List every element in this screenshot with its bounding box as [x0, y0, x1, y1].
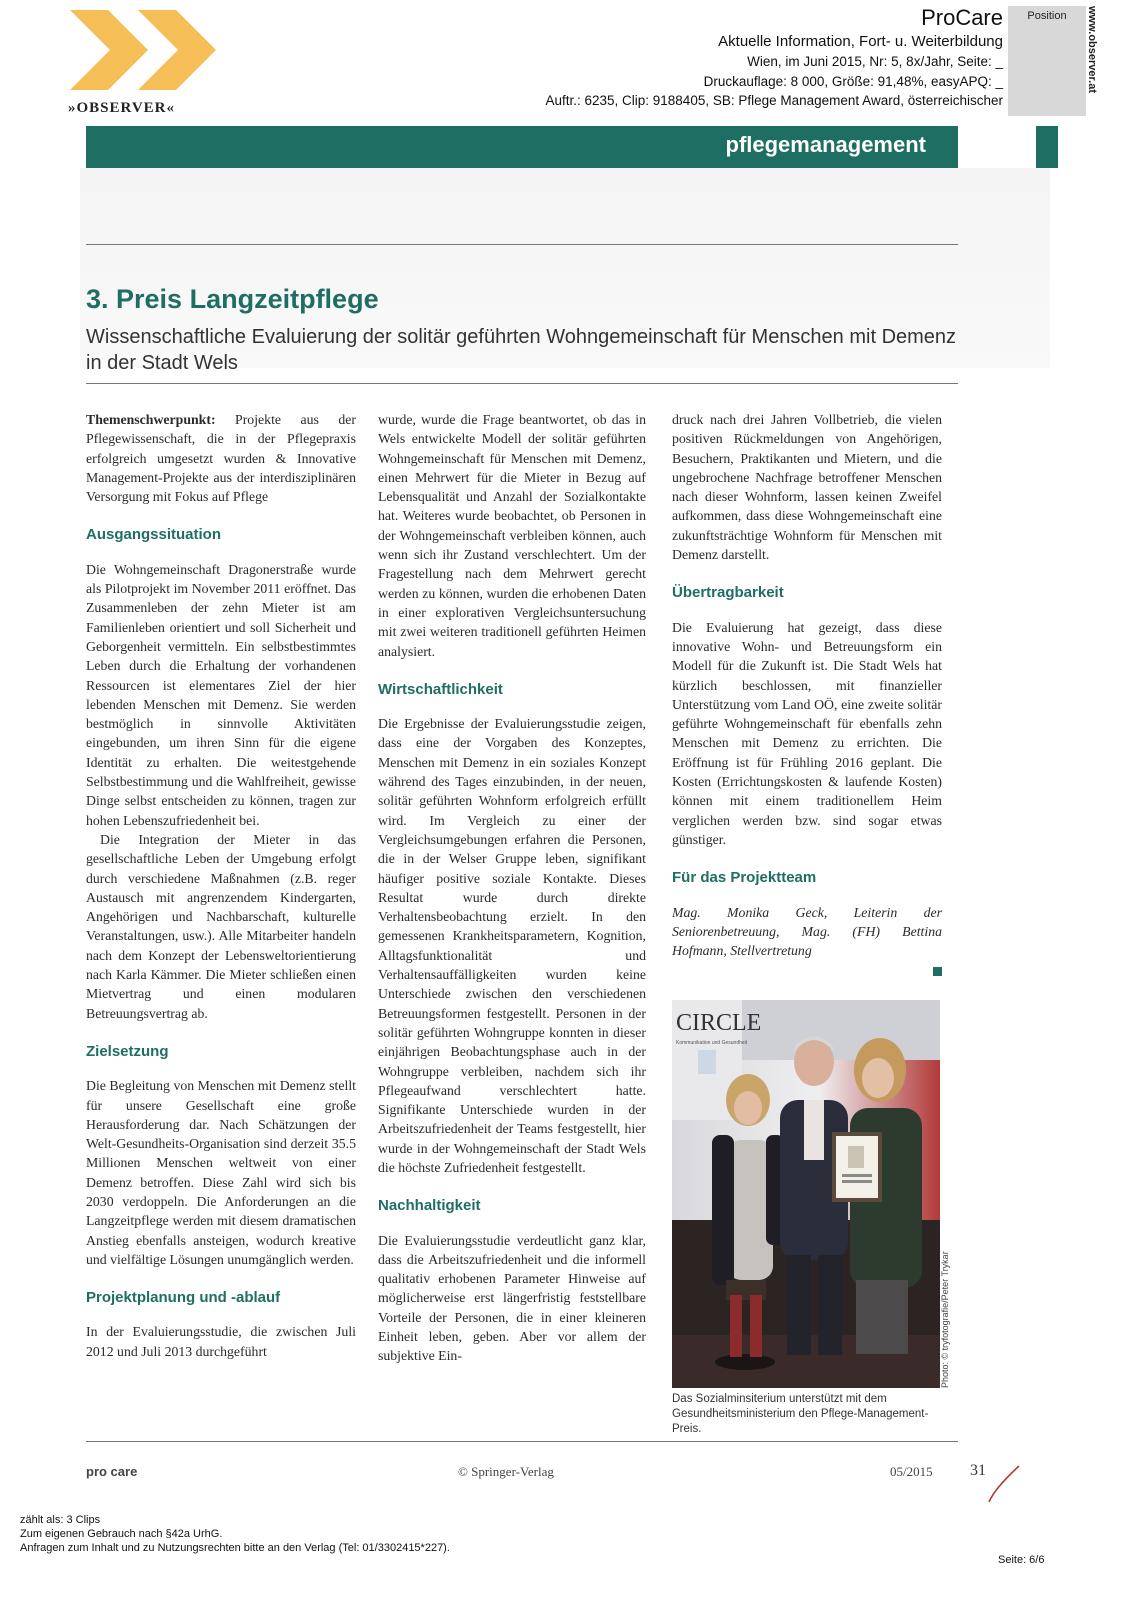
photo-credit-text: Photo: © tryfotografie/Peter Trykar — [940, 1251, 950, 1388]
footer-issue-date: 05/2015 — [890, 1464, 933, 1479]
paragraph-nachhaltigkeit: Die Evaluierungsstudie verdeutlicht ganz klar, dass die Arbeitszufriedenheit und die informell qualitativ erhobenen Parameter Hinweise auf möglicherweise erst längerfristig feststellbare Vorteile der Personen, die in einer kleineren Einheit leben, geben. Aber vor allem der subjektive Ein- — [378, 1232, 646, 1364]
photo-caption: Das Sozialminsiterium unterstützt mit dem Gesundheitsministerium den Pflege-Management-Preis. — [672, 1393, 929, 1435]
section-band-tab — [1036, 126, 1058, 168]
section-title: pflegemanagement — [725, 132, 926, 157]
page-indicator: Seite: 6/6 — [998, 1554, 1045, 1566]
paragraph-wirtschaftlichkeit: Die Ergebnisse der Evaluierungsstudie zeigen, dass eine der Vorgaben des Konzeptes, Menschen mit Demenz in ein soziales Konzept während des Tages einzubinden, in der neuen, solitär geführten Wohnform erfolgreich erfüllt wird. Im Vergleich zu einer der Vergleichsumgebungen erfahren die Personen, die in der Welser Gruppe leben, signifikant häufiger positive soziale Kontakte. Dieses Resultat wurde durch direkte Verhaltensbeobachtung erzielt. In den gemessenen Krankheitsparametern, Kognition, Alltagsfunktionalität und Verhaltensauffälligkeiten wurden keine Unterschiede zwischen den verschiedenen Betreuungsformen festgestellt. Personen in der solitär geführten Wohngruppe konnten in dieser einjährigen Beobachtungsphase auch in der Wohngruppe verbleiben, nachdem sich ihr Pflegeaufwand verschlechtert hatte. Signifikante Unterschiede wurden in der Arbeitszufriedenheit der Teams festgestellt, hier wurde in der Wohngemeinschaft der Stadt Wels die höchste Zufriedenheit festgestellt. — [378, 716, 646, 1175]
paragraph-eindruck: druck nach drei Jahren Vollbetrieb, die vielen positiven Rückmeldungen von Angehörigen, Besuchern, Praktikanten und Mietern, und die ungebrochene Nachfrage betroffener Menschen nach dieser Wohnform, lassen keinen Zweifel aufkommen, dass diese Wohngemeinschaft eine zukunftsträchtige Wohnform für Menschen mit Demenz darstellt. — [672, 412, 942, 563]
note-contact: Anfragen zum Inhalt und zu Nutzungsrechten bitte an den Verlag (Tel: 01/3302415*227). — [20, 1542, 450, 1554]
position-label: Position — [1027, 10, 1067, 22]
divider-top — [86, 244, 958, 245]
award-photo — [672, 1000, 940, 1388]
paragraph-ausgangssituation: Die Wohngemeinschaft Dragonerstraße wurde als Pilotprojekt im November 2011 eröffnet. Das Zusammenleben der zehn Mieter ist am Familienleben orientiert und soll Sicherheit und Geborgenheit vermitteln. Ein selbstbestimmtes Leben durch die Erhaltung der vorhandenen Ressourcen ist elementares Ziel der hier lebenden Menschen mit Demenz. Sie werden bestmöglich in sinnvolle Aktivitäten eingebunden, um ihren Sinn für die eigene Identität zu erhalten. Die weitestgehende Selbstbestimmung und die Wahlfreiheit, gewisse Dinge selbst entscheiden zu können, tragen zur hohen Lebenszufriedenheit bei. — [86, 561, 356, 828]
lead-text: Projekte aus der Pflegewissenschaft, die in der Pflegepraxis erfolgreich umgesetzt wurden & Innovative Management-Projekte aus der interdisziplinären Versorgung mit Fokus auf Pflege — [86, 412, 356, 505]
column-2 — [378, 410, 646, 1366]
note-copyright: Zum eigenen Gebrauch nach §42a UrhG. — [20, 1528, 223, 1540]
publication-circulation: Druckauflage: 8 000, Größe: 91,48%, easyAPQ: _ — [703, 73, 1003, 89]
paragraph-projektteam: Mag. Monika Geck, Leiterin der Seniorenbetreuung, Mag. (FH) Bettina Hofmann, Stellvertretung — [672, 904, 942, 959]
heading-nachhaltigkeit: Nachhaltigkeit — [378, 1197, 481, 1215]
footer-magazine: pro care — [86, 1464, 138, 1479]
heading-zielsetzung: Zielsetzung — [86, 1042, 169, 1060]
footer-page-number: 31 — [970, 1462, 986, 1479]
award-photo-illustration — [672, 1000, 940, 1388]
column-1 — [86, 410, 356, 1361]
article-subtitle: Wissenschaftliche Evaluierung der solitär geführten Wohngemeinschaft für Menschen mit Demenz in der Stadt Wels — [86, 326, 957, 374]
publication-name: ProCare — [921, 5, 1003, 30]
heading-projektteam: Für das Projektteam — [672, 869, 817, 887]
clipping-info — [383, 4, 1003, 111]
side-url — [1082, 6, 1098, 116]
observer-logo — [68, 6, 228, 121]
end-of-article-marker — [933, 967, 942, 976]
note-clip-count: zählt als: 3 Clips — [20, 1514, 101, 1526]
divider-footer — [86, 1441, 958, 1442]
observer-logo-text: »OBSERVER« — [68, 100, 175, 116]
paragraph-integration: Die Integration der Mieter in das gesellschaftliche Leben der Umgebung erfolgt durch verschiedene Maßnahmen (z.B. reger Austausch mit angrenzendem Kindergarten, Angehörigen und Nachbarschaft, kulturelle Veranstaltungen, usw.). Alle Mitarbeiter handeln nach dem Konzept der Lebensweltorientierung nach Karla Kämmer. Die Mieter schließen einen Mietvertrag und einen modularen Betreuungsvertrag ab. — [86, 831, 356, 1021]
double-chevron-logo-icon — [68, 6, 228, 98]
heading-wirtschaftlichkeit: Wirtschaftlichkeit — [378, 680, 503, 698]
article-title: 3. Preis Langzeitpflege — [86, 284, 379, 314]
publication-issue: Wien, im Juni 2015, Nr: 5, 8x/Jahr, Seite: _ — [747, 54, 1003, 69]
handwritten-mark-icon — [985, 1462, 1025, 1506]
footer-publisher: © Springer-Verlag — [458, 1464, 554, 1479]
banner-small-text: Kommunikation und Gesundheit — [676, 1040, 748, 1046]
photo-credit — [940, 1240, 954, 1390]
lead-paragraph — [86, 410, 356, 506]
divider-below-title — [86, 383, 958, 384]
side-url-text: www.observer.at — [1086, 6, 1098, 94]
heading-ausgangssituation: Ausgangssituation — [86, 526, 222, 544]
banner-circle-text: CIRCLE — [676, 1010, 762, 1036]
heading-uebertragbarkeit: Übertragbarkeit — [672, 584, 784, 602]
team-block — [672, 903, 942, 980]
paragraph-uebertragbarkeit: Die Evaluierung hat gezeigt, dass diese innovative Wohn- und Betreuungsform ein Modell für die Zukunft ist. Die Stadt Wels hat kürzlich beschlossen, mit finanzieller Unterstützung vom Land OÖ, eine zweite solitär geführte Wohngemeinschaft für ebenfalls zehn Menschen mit Demenz zu errichten. Die Eröffnung ist für Frühling 2016 geplant. Die Kosten (Errichtungskosten & laufende Kosten) können mit einem traditionellem Heim verglichen werden bzw. sind sogar etwas günstiger. — [672, 619, 942, 847]
paragraph-zielsetzung: Die Begleitung von Menschen mit Demenz stellt für unsere Gesellschaft eine große Herausforderung dar. Nach Schätzungen der Welt-Gesundheits-Organisation sind derzeit 35.5 Millionen Menschen weltweit von einer Demenz betroffen. Diese Zahl wird sich bis 2030 verdoppeln. Die Anforderungen an die Langzeitpflege werden mit diesem dramatischen Anstieg ebenfalls ansteigen, wodurch kreative und vielfältige Lösungen unumgänglich werden. — [86, 1078, 356, 1267]
section-band — [86, 126, 958, 168]
heading-projektplanung: Projektplanung und -ablauf — [86, 1289, 281, 1307]
usage-notes — [20, 1513, 450, 1555]
column-3 — [672, 410, 942, 980]
paragraph-projektplanung: In der Evaluierungsstudie, die zwischen Juli 2012 und Juli 2013 durchgeführt — [86, 1324, 356, 1359]
publication-description: Aktuelle Information, Fort- u. Weiterbildung — [718, 33, 1003, 50]
clip-order-info: Auftr.: 6235, Clip: 9188405, SB: Pflege Management Award, österreichischer — [545, 93, 1003, 108]
position-box — [1008, 6, 1086, 116]
paragraph-fragestellung: wurde, wurde die Frage beantwortet, ob das in Wels entwickelte Modell der solitär geführten Wohngemeinschaft für Menschen mit Demenz, einen Mehrwert für die Mieter in Bezug auf Lebensqualität und Anzahl der Sozialkontakte hat. Weiteres wurde beobachtet, ob Personen in der Wohngemeinschaft verbleiben können, auch wenn sich ihr Zustand verschlechtert. Um der Fragestellung nach dem Mehrwert gerecht werden zu können, wurden die erhobenen Daten in einer explorativen Vergleichsuntersuchung mit zwei weiteren traditionell geführten Heimen analysiert. — [378, 412, 646, 659]
lead-label: Themenschwerpunkt: — [86, 412, 216, 427]
